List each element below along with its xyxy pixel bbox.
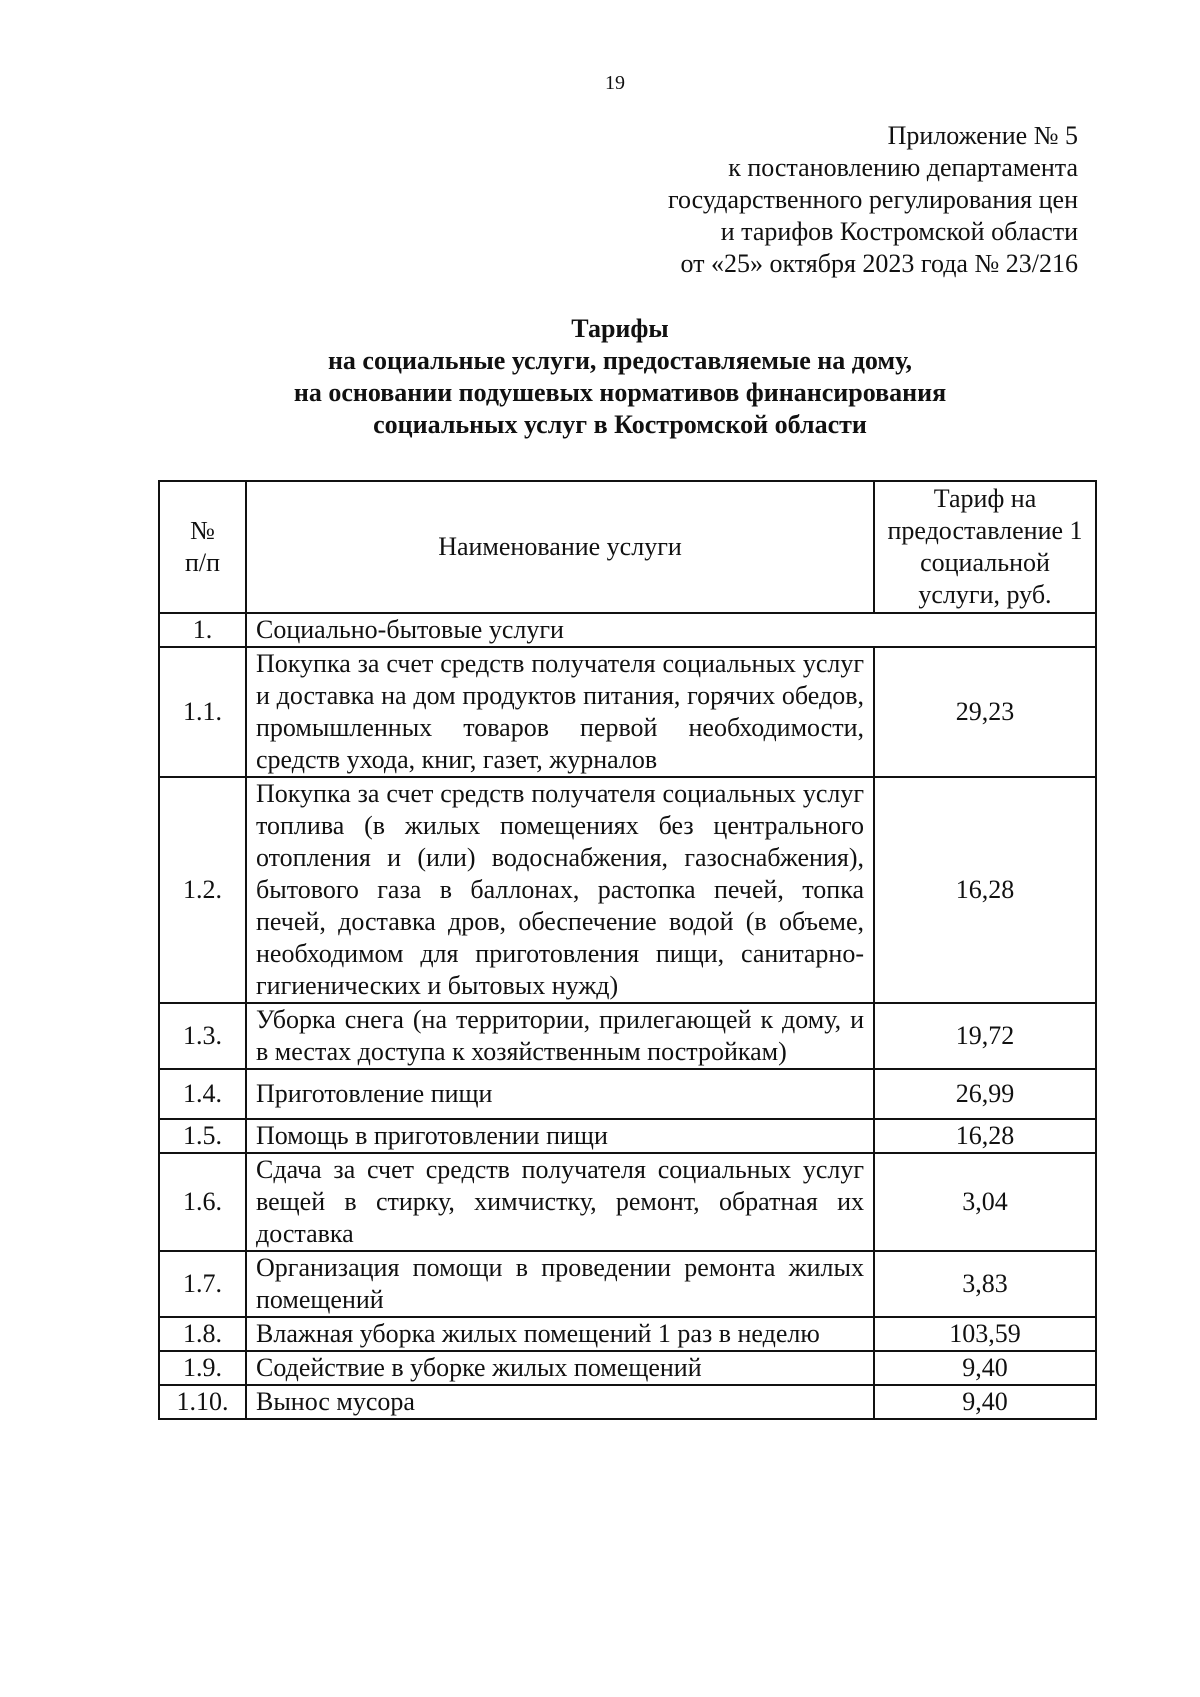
table-row	[159, 1003, 1096, 1069]
service-name: Уборка снега (на территории, прилегающей к дому, и в местах доступа к хозяйственным постройкам)	[246, 1003, 874, 1069]
row-number: 1.1.	[159, 647, 246, 777]
appendix-line: государственного регулирования цен	[668, 185, 1078, 214]
appendix-line: и тарифов Костромской области	[720, 217, 1078, 246]
page-number: 19	[605, 72, 625, 94]
appendix-line: от «25» октября 2023 года № 23/216	[680, 249, 1078, 278]
row-number: 1.3.	[159, 1003, 246, 1069]
service-name: Покупка за счет средств получателя социальных услуг топлива (в жилых помещениях без центрального отопления и (или) водоснабжения, газоснабжения), бытового газа в баллонах, растопка печей, топка печей, доставка дров, обеспечение водой (в объеме, необходимом для приготовления пищи, санитарно-гигиенических и бытовых нужд)	[246, 777, 874, 1003]
service-name: Содействие в уборке жилых помещений	[246, 1351, 874, 1385]
tariff-value: 29,23	[874, 647, 1096, 777]
tariff-value: 103,59	[874, 1317, 1096, 1351]
service-name: Вынос мусора	[246, 1385, 874, 1419]
table-row	[159, 647, 1096, 777]
tariff-value: 16,28	[874, 1119, 1096, 1153]
table-row	[159, 1351, 1096, 1385]
row-number: 1.9.	[159, 1351, 246, 1385]
section-name: Социально-бытовые услуги	[246, 613, 1096, 647]
header-number-symbol: №	[190, 516, 215, 545]
header-tariff: Тариф на предоставление 1 социальной услуги, руб.	[874, 481, 1096, 613]
appendix-line: к постановлению департамента	[728, 153, 1078, 182]
header-number-abbr: п/п	[184, 548, 221, 577]
row-number: 1.4.	[159, 1069, 246, 1119]
row-number: 1.5.	[159, 1119, 246, 1153]
section-number: 1.	[159, 613, 246, 647]
tariff-value: 16,28	[874, 777, 1096, 1003]
table-row	[159, 1119, 1096, 1153]
tariffs-table	[158, 480, 1097, 1420]
header-service-name: Наименование услуги	[246, 481, 874, 613]
table-row	[159, 1153, 1096, 1251]
service-name: Помощь в приготовлении пищи	[246, 1119, 874, 1153]
title-line: на социальные услуги, предоставляемые на дому,	[327, 346, 913, 375]
service-name: Сдача за счет средств получателя социальных услуг вещей в стирку, химчистку, ремонт, обратная их доставка	[246, 1153, 874, 1251]
row-number: 1.2.	[159, 777, 246, 1003]
service-name: Приготовление пищи	[246, 1069, 874, 1119]
title-line: социальных услуг в Костромской области	[373, 410, 867, 439]
service-name: Организация помощи в проведении ремонта жилых помещений	[246, 1251, 874, 1317]
tariff-value: 26,99	[874, 1069, 1096, 1119]
table-row	[159, 1385, 1096, 1419]
table-row	[159, 1317, 1096, 1351]
tariff-value: 3,04	[874, 1153, 1096, 1251]
tariff-value: 3,83	[874, 1251, 1096, 1317]
tariff-value: 9,40	[874, 1385, 1096, 1419]
row-number: 1.7.	[159, 1251, 246, 1317]
row-number: 1.6.	[159, 1153, 246, 1251]
table-header-row	[159, 481, 1096, 613]
row-number: 1.8.	[159, 1317, 246, 1351]
table-row	[159, 777, 1096, 1003]
section-row	[159, 613, 1096, 647]
header-number	[159, 481, 246, 613]
appendix-line: Приложение № 5	[887, 121, 1078, 150]
title-line: на основании подушевых нормативов финансирования	[293, 378, 947, 407]
document-title	[0, 313, 1200, 441]
appendix-block	[668, 120, 1078, 280]
service-name: Влажная уборка жилых помещений 1 раз в неделю	[246, 1317, 874, 1351]
service-name: Покупка за счет средств получателя социальных услуг и доставка на дом продуктов питания, горячих обедов, промышленных товаров первой необходимости, средств ухода, книг, газет, журналов	[246, 647, 874, 777]
tariff-value: 19,72	[874, 1003, 1096, 1069]
table-row	[159, 1069, 1096, 1119]
tariff-value: 9,40	[874, 1351, 1096, 1385]
title-line: Тарифы	[571, 314, 669, 343]
table-row	[159, 1251, 1096, 1317]
row-number: 1.10.	[159, 1385, 246, 1419]
